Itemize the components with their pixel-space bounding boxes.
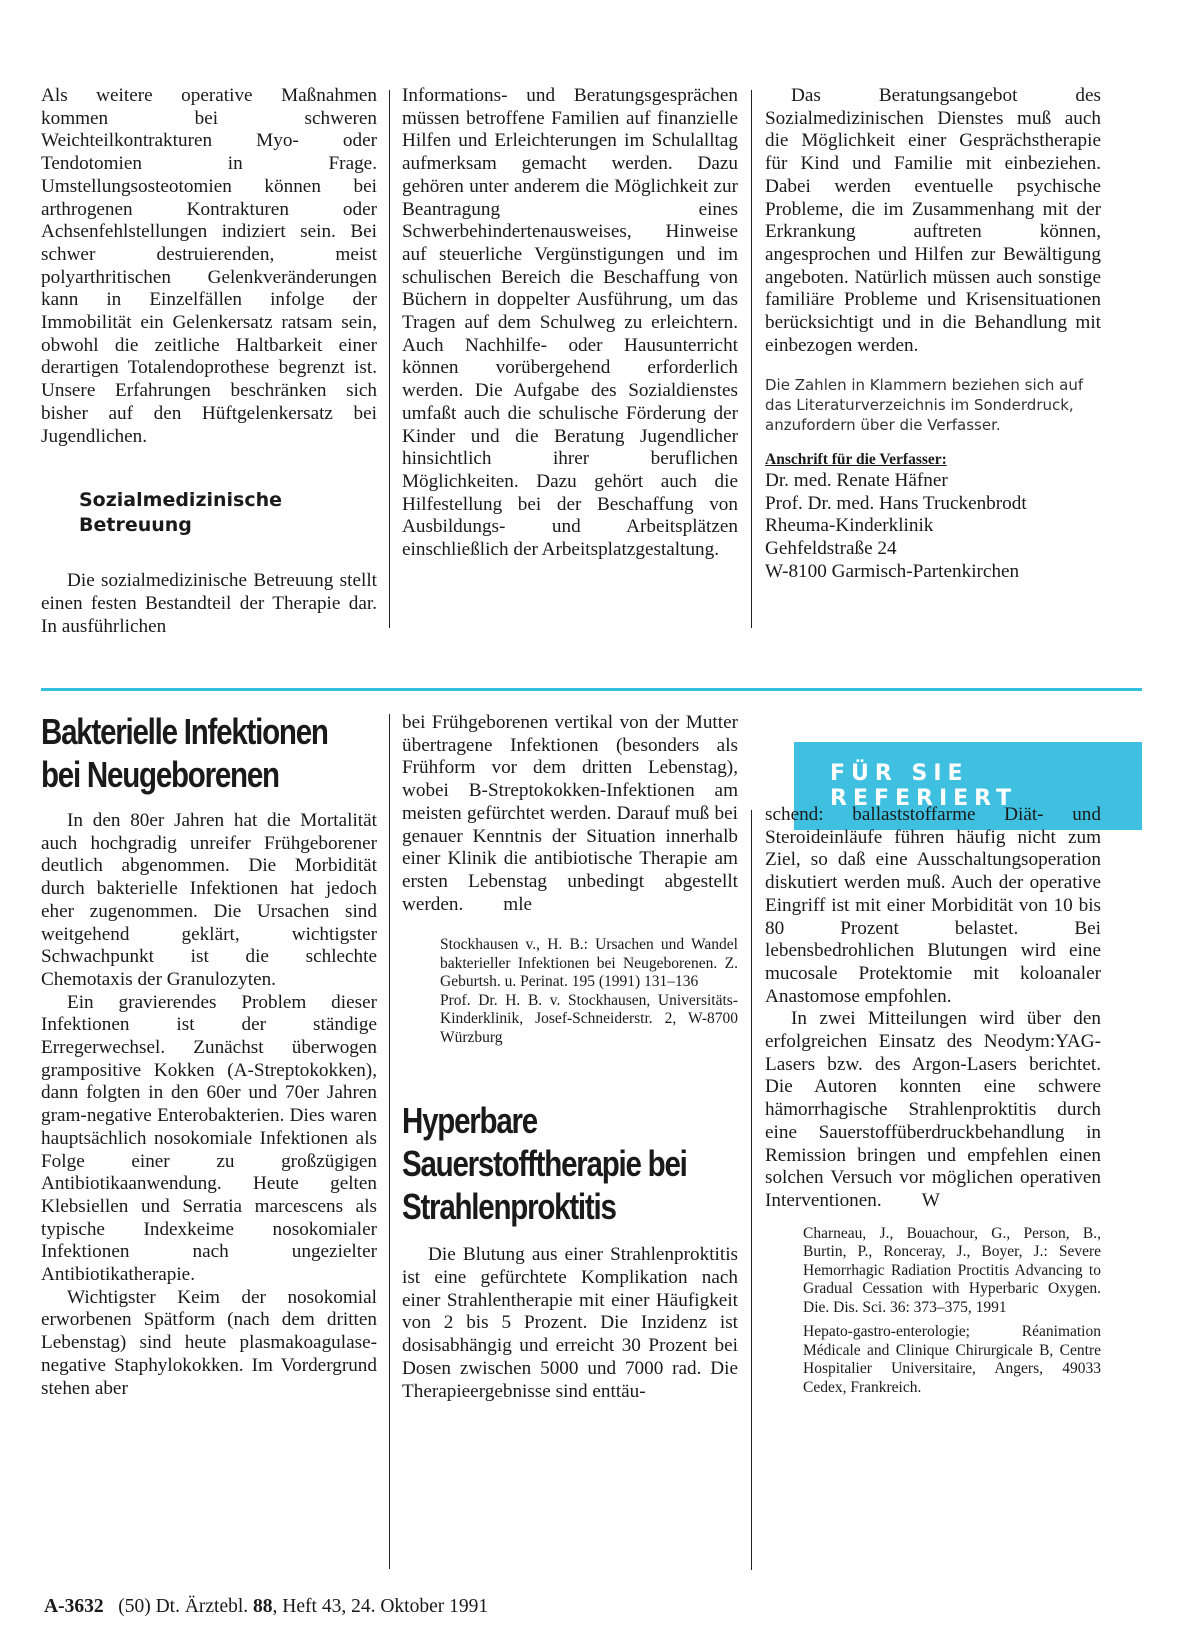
bottom-column-2 — [402, 712, 738, 1403]
section-subheading: Sozialmedizinische Betreuung — [79, 489, 283, 537]
column-divider — [389, 90, 390, 628]
issue-text: (50) Dt. Ärztebl. — [118, 1596, 249, 1617]
paragraph-text: In zwei Mitteilungen wird über den erfolgreichen Einsatz des Neodym:YAG-Lasers bzw. des Argon-Lasers berichtet. Die Autoren konnten eine schwere hämorrhagische Strahlenproktitis durch eine Sauerstoffüberdruckbehandlung in Remission bringen und empfehlen einen solchen Versuch vor möglichen operativen Interventionen. — [765, 1008, 1101, 1211]
address-line: W-8100 Garmisch-Partenkirchen — [765, 560, 1020, 582]
address-line: Rheuma-Kinderklinik — [765, 515, 934, 537]
address-label: Anschrift für die Verfasser: — [765, 451, 947, 469]
reference-address: Prof. Dr. H. B. v. Stockhausen, Universitäts-Kinderklinik, Josef-Schneiderstr. 2, W-8700 Würzburg — [440, 991, 738, 1046]
paragraph: Das Beratungsangebot des Sozialmedizinischen Dienstes muß auch die Möglichkeit einer Gesprächstherapie für Kind und Familie mit einbeziehen. Dabei werden eventuelle psychische Probleme, die im Zusammenhang mit der Erkrankung auftreten können, angesprochen und Hilfen zur Bewältigung angeboten. Natürlich müssen auch sonstige familiäre Probleme und Krisensituationen berücksichtigt und in die Behandlung mit einbezogen werden. — [765, 85, 1101, 356]
top-column-3 — [765, 85, 1101, 583]
paragraph: Informations- und Beratungsgesprächen müssen betroffene Familien auf finanzielle Hilfen und Erleichterungen im Schulalltag aufmerksam gemacht werden. Dazu gehören unter anderem die Möglichkeit zur Beantragung eines Schwerbehindertenausweises, Hinweise auf steuerliche Vergünstigungen und im schulischen Bereich die Beschaffung von Büchern in doppelter Ausführung, um das Tragen auf dem Schulweg zu erleichtern. Auch Nachhilfe- oder Hausunterricht können vorübergehend erforderlich werden. Die Aufgabe des Sozialdienstes umfaßt auch die schulische Förderung der Kinder und die Beratung Jugendlicher hinsichtlich ihrer beruflichen Möglichkeiten. Dazu gehört auch die Hilfestellung bei der Beschaffung von Ausbildungs- und Arbeitsplätzen einschließlich der Arbeitsplatzgestaltung. — [402, 85, 738, 561]
page-footer — [44, 1596, 488, 1618]
address-block — [765, 470, 1101, 584]
paragraph: In den 80er Jahren hat die Mortalität auch hochgradig unreifer Frühgeborener deutlich abgenommen. Die Morbidität durch bakterielle Infektionen hat jedoch eher zugenommen. Die Ursachen sind weitgehend geklärt, wichtigster Schwachpunkt ist die schlechte Chemotaxis der Granulozyten. — [41, 810, 377, 990]
title-line: Sauerstofftherapie bei — [402, 1143, 687, 1185]
banner-label: FÜR SIE REFERIERT — [830, 761, 1018, 811]
paragraph: Die sozialmedizinische Betreuung stellt einen festen Bestandteil der Therapie dar. In ausführlichen — [41, 570, 377, 637]
reference-note: Die Zahlen in Klammern beziehen sich auf das Literaturverzeichnis im Sonderdruck, anzufordern über die Verfasser. — [765, 376, 1084, 435]
section-rule — [41, 688, 1142, 691]
paragraph: schend: ballaststoffarme Diät- und Steroideinläufe führen häufig nicht zum Ziel, so daß eine Ausschaltungsoperation diskutiert werden muß. Auch der operative Eingriff ist mit einer Morbidität von 10 bis 80 Prozent belastet. Bei lebensbedrohlichen Blutungen wird eine mucosale Protektomie mit koloanaler Anastomose empfohlen. — [765, 804, 1101, 1007]
title-line: Bakterielle Infektionen — [41, 711, 328, 752]
reference-address: Hepato-gastro-enterologie; Réanimation Médicale and Clinique Chirurgicale B, Centre Hospitalier Universitaire, Angers, 49033 Cedex, Frankreich. — [803, 1323, 1101, 1396]
paragraph: Wichtigster Keim der nosokomial erworbenen Spätform (nach dem dritten Lebenstag) sind heute plasmakoagulase-negative Staphylokokken. Im Vordergrund stehen aber — [41, 1286, 377, 1399]
paragraph: Als weitere operative Maßnahmen kommen bei schweren Weichteilkontrakturen Myo- oder Tendotomien in Frage. Umstellungsosteotomien können bei arthrogenen Kontrakturen oder Achsenfehlstellungen indiziert sein. Bei schwer destruierenden, meist polyarthritischen Gelenkveränderungen kann in Einzelfällen infolge der Immobilität ein Gelenkersatz ratsam sein, obwohl die zeitliche Haltbarkeit einer derartigen Totalendoprothese begrenzt ist. Unsere Erfahrungen beschränken sich bisher auf den Hüftgelenkersatz bei Jugendlichen. — [41, 85, 377, 447]
title-line: Strahlenproktitis — [402, 1186, 616, 1228]
address-line: Gehfeldstraße 24 — [765, 538, 897, 560]
issue-date: , Heft 43, 24. Oktober 1991 — [272, 1596, 489, 1617]
paragraph-text: bei Frühgeborenen vertikal von der Mutter übertragene Infektionen (besonders als Frühform vor dem dritten Lebenstag), wobei B-Streptokokken-Infektionen am meisten gefürchtet werden. Darauf muß bei genauer Kenntnis der Situation innerhalb einer Klinik die antibiotische Therapie am ersten Lebenstag unbedingt abgestellt werden. — [402, 712, 738, 915]
title-line: bei Neugeborenen — [41, 754, 279, 795]
reference-block — [440, 936, 738, 1047]
paragraph — [402, 712, 738, 916]
page-number: A-3632 — [44, 1596, 104, 1617]
paragraph: Die Blutung aus einer Strahlenproktitis ist eine gefürchtete Komplikation nach einer Strahlentherapie mit einer Häufigkeit von 2 bis 5 Prozent. Die Inzidenz ist dosisabhängig und erreicht 30 Prozent bei Dosen zwischen 5000 und 7000 rad. Die Therapieergebnisse sind enttäu- — [402, 1244, 738, 1402]
column-divider — [751, 810, 752, 1570]
address-line: Dr. med. Renate Häfner — [765, 469, 948, 491]
reference-citation: Stockhausen v., H. B.: Ursachen und Wandel bakterieller Infektionen bei Neugeborenen. Z. Geburtsh. u. Perinat. 195 (1991) 131–136 — [440, 936, 738, 991]
bottom-column-1 — [41, 710, 377, 1400]
title-line: Hyperbare — [402, 1100, 537, 1142]
article-title — [41, 710, 328, 796]
article-title — [402, 1099, 687, 1228]
paragraph — [765, 1008, 1101, 1212]
reference-citation: Charneau, J., Bouachour, G., Person, B., Burtin, P., Ronceray, J., Boyer, J.: Severe Hemorrhagic Radiation Proctitis Advancing to Gradual Cessation with Hyperbaric Oxygen. Die. Dis. Sci. 36: 373–375, 1991 — [803, 1224, 1101, 1316]
author-signature: mle — [503, 893, 533, 915]
paragraph: Ein gravierendes Problem dieser Infektionen ist der ständige Erregerwechsel. Zunächst überwogen grampositive Kokken (A-Streptokokken), dann folgten in den 60er und 70er Jahren gram-negative Enterobakterien. Dies waren hauptsächlich nosokomiale Infektionen als Folge einer zu großzügigen Antibiotikaanwendung. Heute gelten Klebsiellen und Serratia marcescens als typische Indexkeime nosokomialer Infektionen nach ungezielter Antibiotikatherapie. — [41, 991, 377, 1286]
reference-block — [803, 1225, 1101, 1398]
bottom-column-3 — [765, 804, 1101, 1397]
top-column-1 — [41, 85, 377, 638]
top-column-2 — [402, 85, 738, 562]
author-signature: W — [921, 1189, 940, 1211]
address-line: Prof. Dr. med. Hans Truckenbrodt — [765, 492, 1027, 514]
column-divider — [389, 714, 390, 1569]
column-divider — [751, 90, 752, 628]
volume-number: 88 — [253, 1596, 273, 1617]
